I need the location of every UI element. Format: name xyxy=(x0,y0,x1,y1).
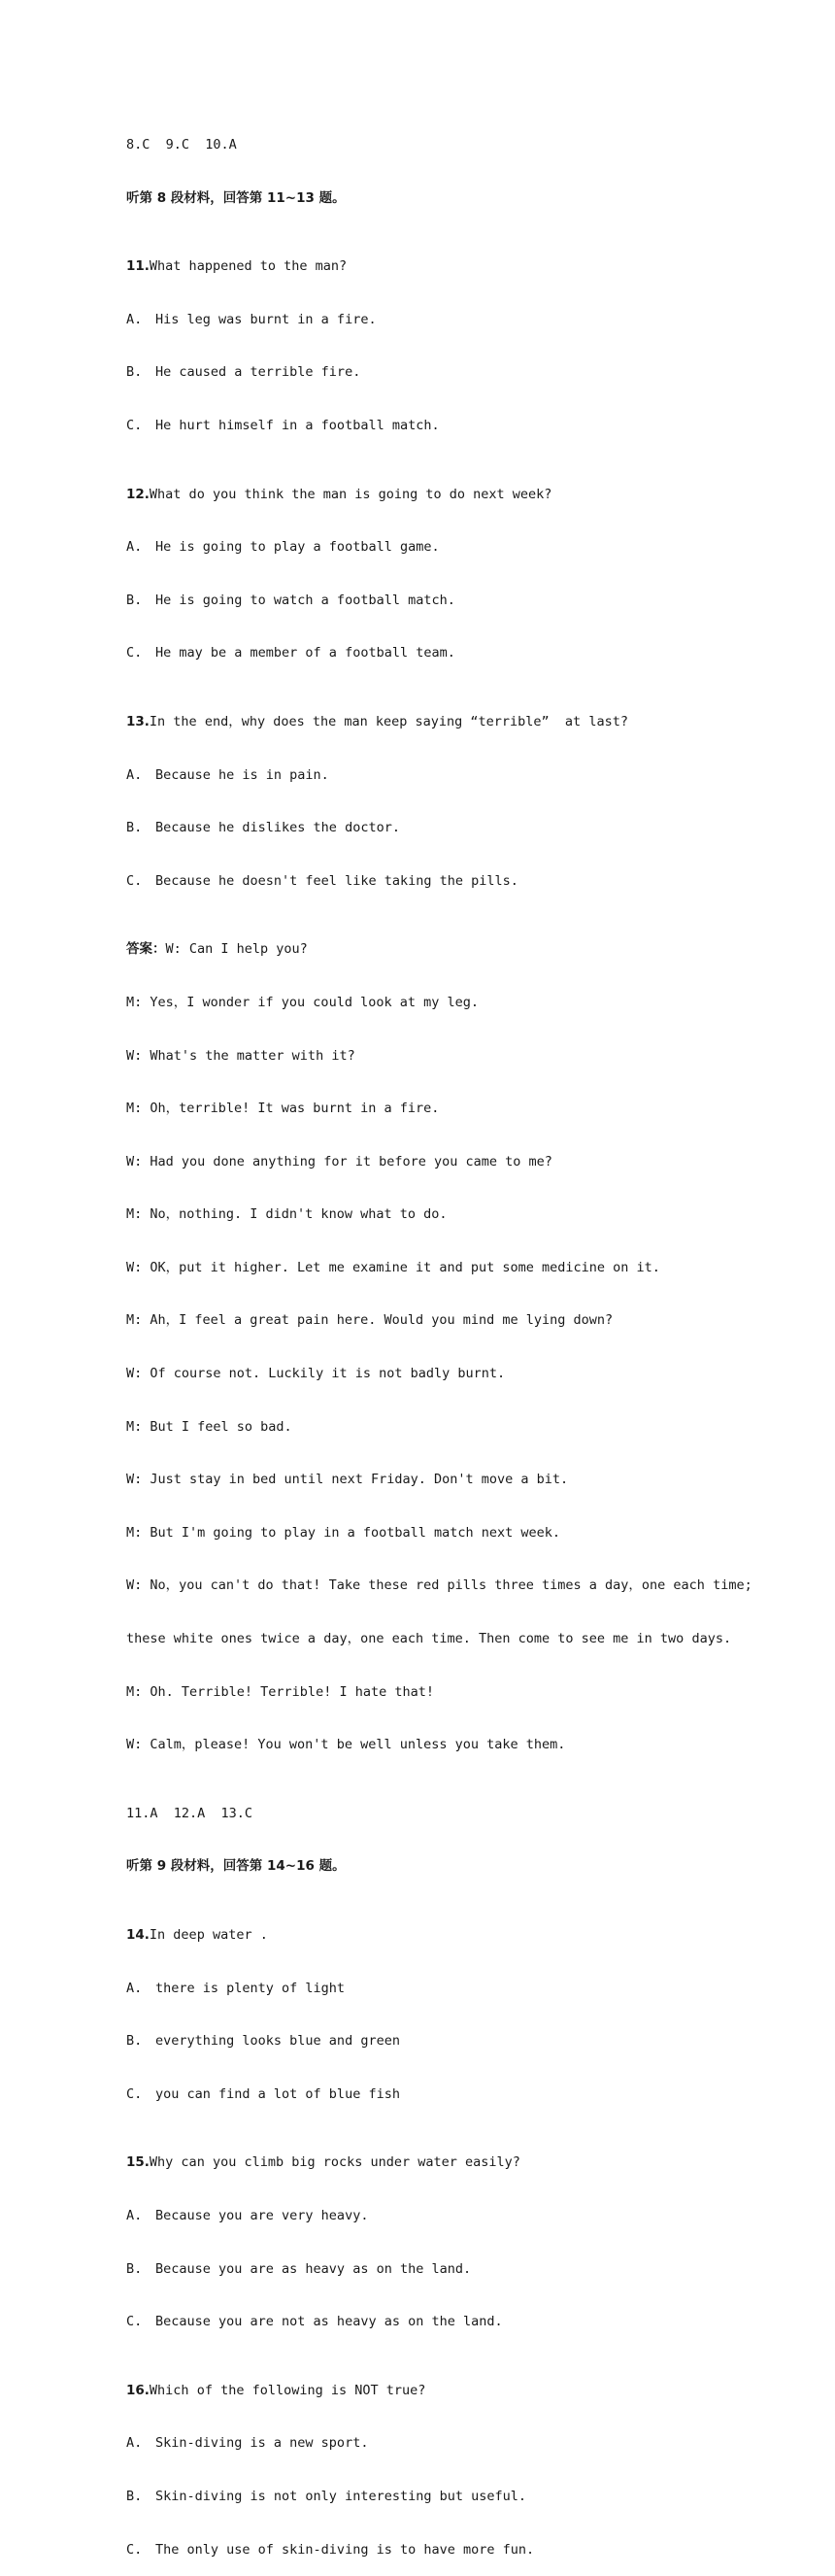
answer-key-11-13: 11.A 12.A 13.C xyxy=(126,1805,253,1821)
question-14 xyxy=(126,1924,806,1947)
document-page xyxy=(126,103,806,2576)
option-16-c: C. The only use of skin-diving is to have more fun. xyxy=(126,2541,535,2558)
dialogue-line: W: What's the matter with it? xyxy=(126,1047,355,1064)
section-9-header: 听第 9 段材料，回答第 14~16 题。 xyxy=(126,1858,346,1875)
dialogue-line: W: Had you done anything for it before you came to me? xyxy=(126,1153,552,1169)
question-12 xyxy=(126,484,806,506)
dialogue-line: W: No，you can't do that! Take these red pills three times a day，one each time; xyxy=(126,1577,752,1594)
option-15-b: B. Because you are as heavy as on the land. xyxy=(126,2260,472,2277)
question-text: What do you think the man is going to do next week? xyxy=(149,486,552,502)
section-8-header: 听第 8 段材料，回答第 11~13 题。 xyxy=(126,189,346,206)
question-number: 12. xyxy=(126,486,150,502)
question-13 xyxy=(126,711,806,733)
dialogue-line: M: Oh，terrible! It was burnt in a fire. xyxy=(126,1101,440,1117)
question-number: 11. xyxy=(126,258,150,275)
question-text: In the end，why does the man keep saying “terrible” at last? xyxy=(149,713,628,729)
answer-label: 答案： xyxy=(126,941,166,958)
option-16-b: B. Skin-diving is not only interesting but useful. xyxy=(126,2488,527,2504)
option-12-a: A. He is going to play a football game. xyxy=(126,539,440,556)
dialogue-line: M: But I'm going to play in a football match next week. xyxy=(126,1524,561,1541)
dialogue-line: these white ones twice a day，one each time. Then come to see me in two days. xyxy=(126,1631,732,1647)
question-text: What happened to the man? xyxy=(149,258,348,275)
question-15 xyxy=(126,2152,806,2174)
option-11-b: B. He caused a terrible fire. xyxy=(126,364,361,381)
option-13-a: A. Because he is in pain. xyxy=(126,766,329,783)
question-number: 14. xyxy=(126,1927,150,1943)
question-11 xyxy=(126,255,806,278)
dialogue-line: M: Yes，I wonder if you could look at my leg. xyxy=(126,994,479,1010)
answer-key-8-10: 8.C 9.C 10.A xyxy=(126,137,237,153)
dialogue-line: W: Of course not. Luckily it is not badly burnt. xyxy=(126,1366,506,1382)
dialogue-line: W: Just stay in bed until next Friday. Don't move a bit. xyxy=(126,1472,569,1488)
option-15-a: A. Because you are very heavy. xyxy=(126,2207,369,2223)
question-text: In deep water . xyxy=(149,1927,268,1943)
question-number: 13. xyxy=(126,713,150,729)
option-11-c: C. He hurt himself in a football match. xyxy=(126,417,440,433)
option-15-c: C. Because you are not as heavy as on the land. xyxy=(126,2314,503,2330)
option-14-a: A. there is plenty of light xyxy=(126,1980,346,1996)
option-12-b: B. He is going to watch a football match. xyxy=(126,592,455,608)
question-16 xyxy=(126,2380,806,2402)
option-14-b: B. everything looks blue and green xyxy=(126,2033,400,2050)
dialogue-line: M: Oh. Terrible! Terrible! I hate that! xyxy=(126,1683,434,1700)
option-13-c: C. Because he doesn't feel like taking the pills. xyxy=(126,872,518,889)
question-number: 15. xyxy=(126,2154,150,2171)
question-text: Why can you climb big rocks under water easily? xyxy=(149,2154,520,2171)
option-16-a: A. Skin-diving is a new sport. xyxy=(126,2435,369,2452)
option-14-c: C. you can find a lot of blue fish xyxy=(126,2085,400,2102)
option-11-a: A. His leg was burnt in a fire. xyxy=(126,311,377,327)
dialogue-line: W: OK，put it higher. Let me examine it and put some medicine on it. xyxy=(126,1259,660,1275)
question-number: 16. xyxy=(126,2382,150,2398)
option-13-b: B. Because he dislikes the doctor. xyxy=(126,820,400,836)
dialogue-line: M: But I feel so bad. xyxy=(126,1418,292,1435)
dialogue-line: M: Ah，I feel a great pain here. Would you mind me lying down? xyxy=(126,1312,614,1329)
dialogue-line: 答案：W: Can I help you? xyxy=(126,941,308,958)
dialogue-line: M: No，nothing. I didn't know what to do. xyxy=(126,1206,448,1223)
question-text: Which of the following is NOT true? xyxy=(149,2382,426,2398)
option-12-c: C. He may be a member of a football team. xyxy=(126,645,455,661)
dialogue-line: W: Calm，please! You won't be well unless you take them. xyxy=(126,1737,566,1753)
